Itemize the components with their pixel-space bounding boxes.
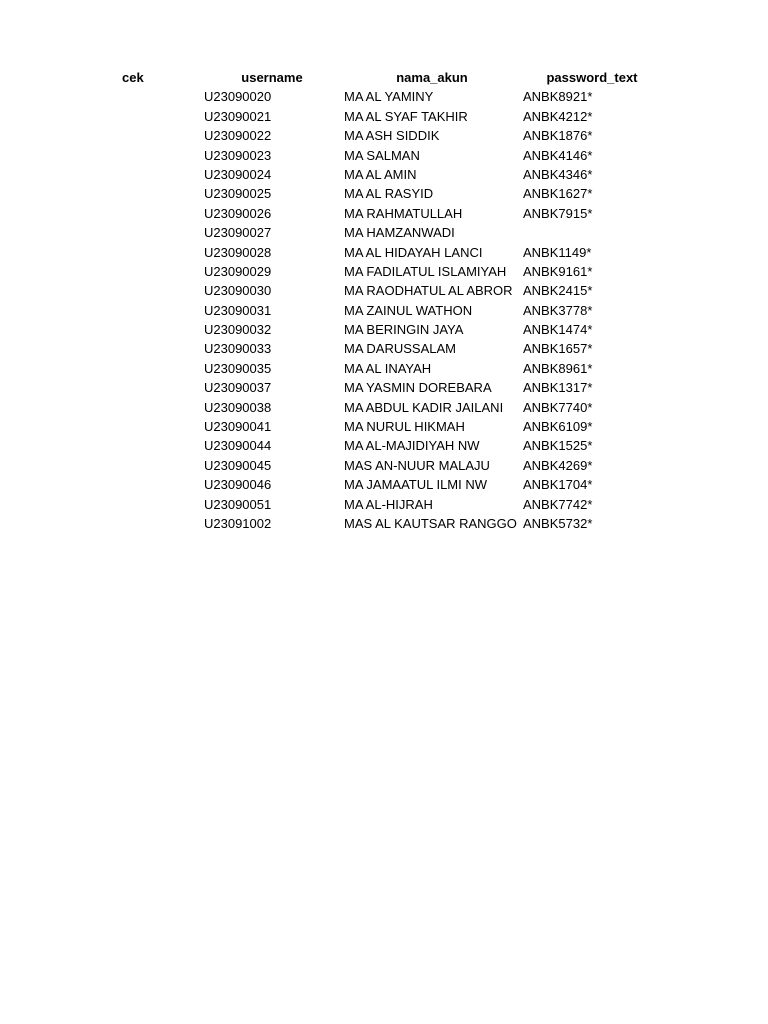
username-cell: U23090022 xyxy=(204,128,272,144)
table-row xyxy=(0,475,768,494)
password-text-cell: ANBK4212* xyxy=(523,108,593,124)
table-row xyxy=(0,378,768,397)
table-row xyxy=(0,398,768,417)
username-cell: U23090037 xyxy=(204,380,272,396)
password-text-cell: ANBK7742* xyxy=(523,496,593,512)
table-row xyxy=(0,514,768,533)
column-header-username: username xyxy=(241,70,303,85)
username-cell: U23090020 xyxy=(204,89,272,105)
table-row xyxy=(0,436,768,455)
column-header-cek: cek xyxy=(122,70,144,85)
nama-akun-cell: MA DARUSSALAM xyxy=(344,341,456,357)
nama-akun-cell: MA FADILATUL ISLAMIYAH xyxy=(344,263,507,279)
table-header-row xyxy=(0,68,768,87)
column-header-nama-akun: nama_akun xyxy=(396,70,468,85)
password-text-cell: ANBK1317* xyxy=(523,380,593,396)
nama-akun-cell: MA RAODHATUL AL ABROR xyxy=(344,283,513,299)
password-text-cell: ANBK3778* xyxy=(523,302,593,318)
table-row xyxy=(0,320,768,339)
password-text-cell: ANBK1657* xyxy=(523,341,593,357)
username-cell: U23090023 xyxy=(204,147,272,163)
table-row xyxy=(0,165,768,184)
username-cell: U23090025 xyxy=(204,186,272,202)
nama-akun-cell: MA ABDUL KADIR JAILANI xyxy=(344,399,504,415)
username-cell: U23090033 xyxy=(204,341,272,357)
password-text-cell: ANBK1627* xyxy=(523,186,593,202)
username-cell: U23090032 xyxy=(204,322,272,338)
password-text-cell: ANBK8921* xyxy=(523,89,593,105)
table-row xyxy=(0,223,768,242)
table-row xyxy=(0,495,768,514)
nama-akun-cell: MA AL YAMINY xyxy=(344,89,434,105)
nama-akun-cell: MA HAMZANWADI xyxy=(344,225,455,241)
password-text-cell: ANBK5732* xyxy=(523,515,593,531)
password-text-cell: ANBK4269* xyxy=(523,457,593,473)
nama-akun-cell: MA JAMAATUL ILMI NW xyxy=(344,477,488,493)
nama-akun-cell: MA AL HIDAYAH LANCI xyxy=(344,244,483,260)
nama-akun-cell: MA RAHMATULLAH xyxy=(344,205,463,221)
nama-akun-cell: MA NURUL HIKMAH xyxy=(344,419,465,435)
nama-akun-cell: MA YASMIN DOREBARA xyxy=(344,380,492,396)
table-row xyxy=(0,107,768,126)
nama-akun-cell: MA AL AMIN xyxy=(344,166,417,182)
username-cell: U23090041 xyxy=(204,419,272,435)
password-text-cell: ANBK7915* xyxy=(523,205,593,221)
username-cell: U23090038 xyxy=(204,399,272,415)
nama-akun-cell: MA AL-HIJRAH xyxy=(344,496,433,512)
username-cell: U23090030 xyxy=(204,283,272,299)
password-text-cell: ANBK7740* xyxy=(523,399,593,415)
username-cell: U23090028 xyxy=(204,244,272,260)
password-text-cell: ANBK1149* xyxy=(523,244,592,260)
table-row xyxy=(0,417,768,436)
nama-akun-cell: MA ASH SIDDIK xyxy=(344,128,440,144)
password-text-cell: ANBK9161* xyxy=(523,263,593,279)
table-row xyxy=(0,301,768,320)
username-cell: U23090031 xyxy=(204,302,272,318)
nama-akun-cell: MA SALMAN xyxy=(344,147,420,163)
username-cell: U23090046 xyxy=(204,477,272,493)
username-cell: U23090045 xyxy=(204,457,272,473)
table-row xyxy=(0,359,768,378)
column-header-password-text: password_text xyxy=(546,70,638,85)
nama-akun-cell: MA BERINGIN JAYA xyxy=(344,322,464,338)
nama-akun-cell: MA AL SYAF TAKHIR xyxy=(344,108,468,124)
username-cell: U23090035 xyxy=(204,360,272,376)
table-row xyxy=(0,262,768,281)
password-text-cell: ANBK1474* xyxy=(523,322,593,338)
table-row xyxy=(0,339,768,358)
username-cell: U23090029 xyxy=(204,263,272,279)
username-cell: U23090026 xyxy=(204,205,272,221)
username-cell: U23090021 xyxy=(204,108,272,124)
table-row xyxy=(0,456,768,475)
password-text-cell: ANBK6109* xyxy=(523,419,593,435)
nama-akun-cell: MA ZAINUL WATHON xyxy=(344,302,473,318)
table-row xyxy=(0,184,768,203)
spreadsheet-table xyxy=(0,68,768,533)
username-cell: U23090024 xyxy=(204,166,272,182)
username-cell: U23090044 xyxy=(204,438,272,454)
password-text-cell: ANBK1876* xyxy=(523,128,593,144)
password-text-cell: ANBK4146* xyxy=(523,147,593,163)
table-row xyxy=(0,281,768,300)
password-text-cell: ANBK1704* xyxy=(523,477,593,493)
table-row xyxy=(0,87,768,106)
nama-akun-cell: MA AL-MAJIDIYAH NW xyxy=(344,438,480,454)
table-row xyxy=(0,146,768,165)
username-cell: U23091002 xyxy=(204,515,272,531)
table-row xyxy=(0,126,768,145)
nama-akun-cell: MA AL INAYAH xyxy=(344,360,432,376)
password-text-cell: ANBK8961* xyxy=(523,360,593,376)
table-row xyxy=(0,204,768,223)
table-row xyxy=(0,243,768,262)
password-text-cell: ANBK2415* xyxy=(523,283,593,299)
password-text-cell: ANBK4346* xyxy=(523,166,593,182)
username-cell: U23090051 xyxy=(204,496,272,512)
username-cell: U23090027 xyxy=(204,225,272,241)
nama-akun-cell: MAS AL KAUTSAR RANGGO xyxy=(344,515,517,531)
nama-akun-cell: MA AL RASYID xyxy=(344,186,434,202)
password-text-cell: ANBK1525* xyxy=(523,438,593,454)
nama-akun-cell: MAS AN-NUUR MALAJU xyxy=(344,457,490,473)
